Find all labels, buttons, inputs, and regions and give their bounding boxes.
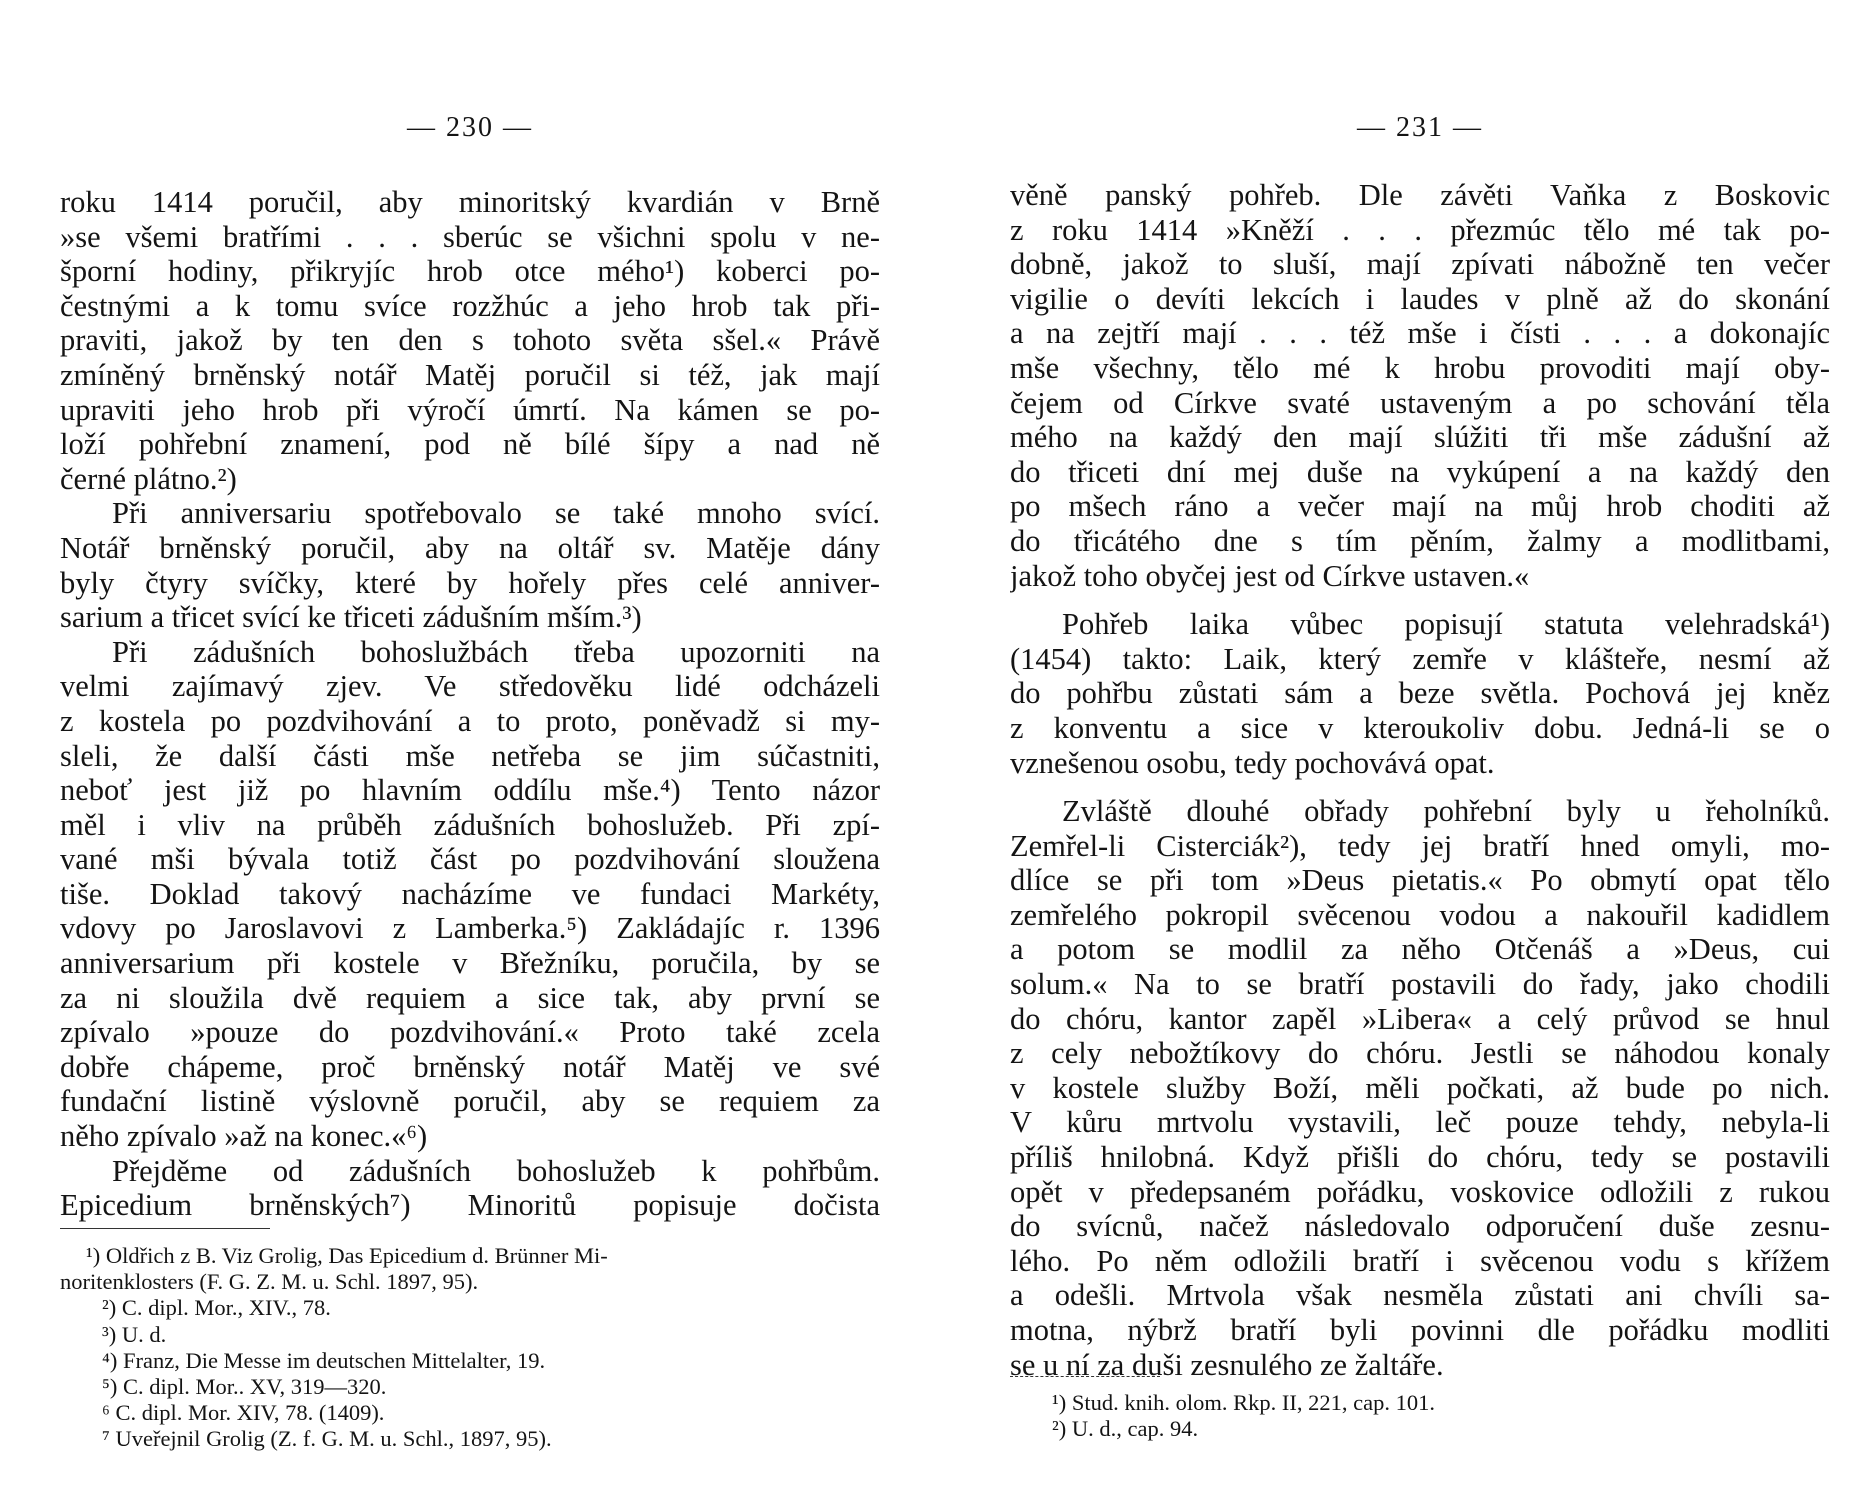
text-line: loží pohřební znamení, pod ně bílé šípy a nad ně [60,427,880,462]
text-line: Při anniversariu spotřebovalo se také mnoho svící. [112,496,880,531]
text-line: po mšech ráno a večer mají na můj hrob choditi až [1010,489,1830,524]
footnote-divider [60,1228,270,1229]
text-line: z cely nebožtíkovy do chóru. Jestli se náhodou konaly [1010,1036,1830,1071]
text-line: dobně, jakož to sluší, mají zpívati nábožně ten večer [1010,247,1830,282]
text-line: do svícnů, načež následovalo odporučení duše zesnu- [1010,1209,1830,1244]
page-number-right: — 231 — [1357,112,1483,143]
left-body-text [60,185,880,1223]
text-line: do chóru, kantor zapěl »Libera« a celý průvod se hnul [1010,1001,1830,1036]
text-line: anniversarium při kostele v Břežníku, poručila, by se [60,946,880,981]
footnote: ²) U. d., cap. 94. [1052,1416,1199,1442]
text-line: jakož toho obyčej jest od Církve ustaven.« [1010,558,1530,593]
text-line: fundační listině výslovně poručil, aby se requiem za [60,1084,880,1119]
text-line: šporní hodiny, přikryjíc hrob otce mého¹) koberci po- [60,254,880,289]
text-line: vané mši bývala totiž část po pozdvihování sloužena [60,842,880,877]
page-number-left: — 230 — [407,112,533,143]
text-line: vdovy po Jaroslavovi z Lamberka.⁵) Zakládajíc r. 1396 [60,911,880,946]
text-line: mše všechny, tělo mé k hrobu provoditi mají oby- [1010,350,1830,385]
text-line: velmi zajímavý zjev. Ve středověku lidé odcházeli [60,669,880,704]
text-line: mého na každý den mají slúžiti tři mše zádušní až [1010,420,1830,455]
footnote: ⁷ Uveřejnil Grolig (Z. f. G. M. u. Schl., 1897, 95). [102,1426,552,1452]
text-line: černé plátno.²) [60,461,237,496]
footnote: ¹) Oldřich z B. Viz Grolig, Das Epicedium d. Brünner Mi- [86,1243,608,1268]
text-line: tiše. Doklad takový nacházíme ve fundaci Markéty, [60,876,880,911]
text-line: byly čtyry svíčky, které by hořely přes celé anniver- [60,565,880,600]
paragraph-gap [1010,593,1830,607]
text-line: praviti, jakož by ten den s tohoto světa sšel.« Právě [60,323,880,358]
text-line: upraviti jeho hrob při výročí úmrtí. Na kámen se po- [60,392,880,427]
paragraph-gap [1010,780,1830,794]
footnote: ¹) Stud. knih. olom. Rkp. II, 221, cap. 101. [1052,1390,1435,1415]
text-line: měl i vliv na průběh zádušních bohoslužeb. Při zpí- [60,807,880,842]
text-line: Zvláště dlouhé obřady pohřební byly u řeholníků. [1062,794,1830,829]
left-footnotes [60,1243,880,1453]
text-line: roku 1414 poručil, aby minoritský kvardián v Brně [60,185,880,219]
text-line: za ni sloužila dvě requiem a sice tak, aby první se [60,980,880,1015]
text-line: V kůru mrtvolu vystavili, leč pouze tehdy, nebyla-li [1010,1105,1830,1140]
text-line: motna, nýbrž bratří byli povinni dle pořádku modliti [1010,1313,1830,1347]
footnote: ³) U. d. [102,1321,167,1347]
text-line: zemřelého pokropil svěcenou vodou a nakouřil kadidlem [1010,897,1830,932]
text-line: věně panský pohřeb. Dle závěti Vaňka z Boskovic [1010,178,1830,212]
text-line: dlíce se při tom »Deus pietatis.« Po obmytí opat tělo [1010,863,1830,898]
footnote: noritenklosters (F. G. Z. M. u. Schl. 1897, 95). [60,1269,479,1295]
text-line: neboť jest již po hlavním oddílu mše.⁴) Tento názor [60,773,880,808]
text-line: opět v předepsaném pořádku, voskovice odložili z rukou [1010,1174,1830,1209]
text-line: sarium a třicet svící ke třiceti zádušním mším.³) [60,600,642,635]
text-line: v kostele služby Boží, měli počkati, až bude po nich. [1010,1070,1830,1105]
text-line: z konventu a sice v kteroukoliv dobu. Jedná-li se o [1010,710,1830,745]
text-line: sleli, že další části mše netřeba se jim súčastniti, [60,738,880,773]
text-line: a odešli. Mrtvola však nesměla zůstati ani chvíli sa- [1010,1278,1830,1313]
footnote: ⁵) C. dipl. Mor.. XV, 319—320. [102,1373,387,1399]
text-line: solum.« Na to se bratří postavili do řady, jako chodili [1010,967,1830,1002]
text-line: »se všemi bratřími . . . sberúc se všichni spolu v ne- [60,219,880,254]
text-line: zmíněný brněnský notář Matěj poručil si též, jak mají [60,357,880,392]
text-line: Při zádušních bohoslužbách třeba upozorniti na [112,634,880,669]
text-line: a potom se modlil za něho Otčenáš a »Deus, cui [1010,932,1830,967]
right-footnotes [1010,1390,1830,1442]
text-line: do třicátého dne s tím pěním, žalmy a modlitbami, [1010,523,1830,558]
right-body-text [1010,178,1830,1382]
text-line: zpívalo »pouze do pozdvihování.« Proto také zcela [60,1015,880,1050]
text-line: čestnými a k tomu svíce rozžhúc a jeho hrob tak při- [60,288,880,323]
text-line: lého. Po něm odložili bratří i svěcenou vodu s křížem [1010,1243,1830,1278]
text-line: příliš hnilobná. Když přišli do chóru, tedy se postavili [1010,1140,1830,1175]
footnote-divider [1010,1376,1160,1377]
text-line: Pohřeb laika vůbec popisují statuta velehradská¹) [1062,607,1830,642]
text-line: dobře chápeme, proč brněnský notář Matěj ve své [60,1049,880,1084]
text-line: z roku 1414 »Kněží . . . přezmúc tělo mé tak po- [1010,212,1830,247]
text-line: se u ní za duši zesnulého ze žaltáře. [1010,1347,1444,1382]
text-line: z kostela po pozdvihování a to proto, poněvadž si my- [60,703,880,738]
text-line: do třiceti dní mej duše na vykúpení a na každý den [1010,454,1830,489]
text-line: Zemřel-li Cisterciák²), tedy jej bratří hned omyli, mo- [1010,828,1830,863]
text-line: Epicedium brněnských⁷) Minoritů popisuje dočista [60,1188,880,1223]
text-line: něho zpívalo »až na konec.«⁶) [60,1119,428,1154]
text-line: čejem od Církve svaté ustaveným a po schování těla [1010,385,1830,420]
text-line: vznešenou osobu, tedy pochovává opat. [1010,745,1495,780]
footnote: ²) C. dipl. Mor., XIV., 78. [102,1295,331,1321]
text-line: do pohřbu zůstati sám a beze světla. Pochová jej kněz [1010,676,1830,711]
text-line: Přejděme od zádušních bohoslužeb k pohřbům. [112,1153,880,1188]
text-line: Notář brněnský poručil, aby na oltář sv. Matěje dány [60,530,880,565]
text-line: (1454) takto: Laik, který zemře v klášteře, nesmí až [1010,641,1830,676]
footnote: ⁴) Franz, Die Messe im deutschen Mittelalter, 19. [102,1347,546,1373]
footnote: ⁶ C. dipl. Mor. XIV, 78. (1409). [102,1400,385,1426]
text-line: vigilie o devíti lekcích i laudes v plně až do skonání [1010,281,1830,316]
text-line: a na zejtří mají . . . též mše i čísti . . . a dokonajíc [1010,316,1830,351]
